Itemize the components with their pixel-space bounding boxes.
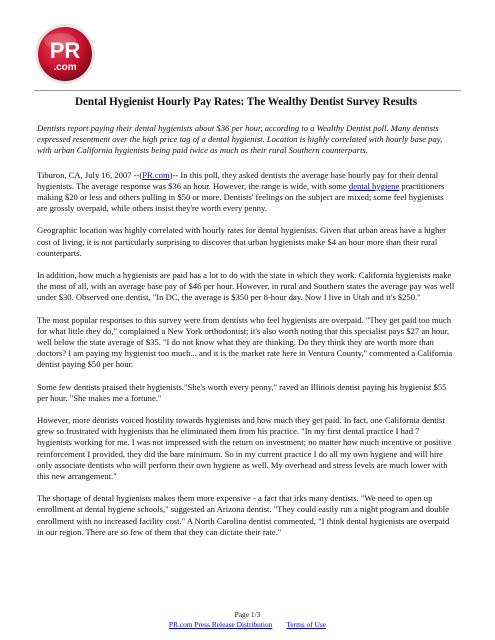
article xyxy=(37,95,455,538)
body-paragraph: Geographic location was highly correlated with hourly rates for dental hygienists. Given that urban areas have a higher cost of living, it is not particularly surprising to discover that urban hygienists make $4 an hour more than their rural counterparts. xyxy=(37,225,447,258)
body-paragraph: The most popular responses to this survey were from dentists who feel hygienists are overpaid. "They get paid too much for what little they do," complained a New York orthodontist; it's also worth noting that this specialist pays $27 an hour, well below the state average of $35. "I do not know what they are thinking. Do they think they are worth more than doctors? I am paying my hygienist too much... and it is the market rate here in Ventura County," commented a California dentist paying $50 per hour. xyxy=(37,314,453,370)
terms-of-use-link[interactable]: Terms of Use xyxy=(286,619,327,629)
body-paragraph: The shortage of dental hygienists makes them more expensive - a fact that irks many dentists. "We need to open up enrollment at dental hygiene schools," suggested an Arizona dentist. "They could easily run a night program and double enrollment with no increased facility cost." A North Carolina dentist commented, "I think dental hygienists are overpaid in our region. There are so few of them that they can dictate their rate." xyxy=(37,493,450,537)
article-summary: Dentists report paying their dental hygienists about $36 per hour, according to a Wealthy Dentist poll. Many dentists expressed resentment over the high price tag of a dental hygienist. Location is highly correlated with hourly base pay, with urban California hygienists being paid twice as much as their rural Southern counterparts. xyxy=(37,123,443,156)
pr-com-link[interactable]: PR.com xyxy=(142,169,170,180)
page-footer xyxy=(0,610,495,629)
header-divider xyxy=(34,90,461,91)
body-paragraph: However, more dentists voiced hostility towards hygienists and how much they get paid. In fact, one California dentist grew so frustrated with hygienists that he eliminated them from his practice. "In my first dental practice I had 7 hygienists working for me. I was not impressed with the return on investment; no matter how much incentive or positive reinforcement I provided, they did the bare minimum. So in my current practice I do all my own hygiene and will hire only associate dentists who will perform their own hygiene as well. My overhead and stress levels are much lower with this new arrangement." xyxy=(37,415,452,482)
dateline-rest: practitioners making $20 or less and others pulling in $50 or more. Dentists' feelings on the subject are mixed; some feel hygienists are grossly overpaid, while others insist they're worth every penny. xyxy=(37,180,445,214)
logo-text-com: .com xyxy=(53,62,77,73)
dateline-paragraph xyxy=(37,170,455,215)
footer-links xyxy=(0,620,495,630)
pr-com-logo[interactable] xyxy=(34,23,96,85)
press-release-distribution-link[interactable]: PR.com Press Release Distribution xyxy=(168,619,273,629)
body-paragraph: Some few dentists praised their hygienists."She's worth every penny," raved an Illinois dentist paying his hygienist $55 per hour. "She makes me a fortune." xyxy=(37,381,447,403)
logo-text-pr: PR xyxy=(49,38,81,63)
dental-hygiene-link[interactable]: dental hygiene xyxy=(348,180,400,191)
dateline-prefix: Tiburon, CA, July 16, 2007 --( xyxy=(37,169,143,180)
body-paragraph: In addition, how much a hygienists are paid has a lot to do with the state in which they work. California hygienists make the most of all, with an average base pay of $46 per hour. However, in rural and Southern states the average pay was well under $30. Observed one dentist, "In DC, the average is $350 per 8-hour day. Now I live in Utah and it's $250." xyxy=(37,270,455,303)
pr-com-logo-graphic xyxy=(34,23,96,85)
dateline-suffix: )-- In this poll, they asked dentists the average base hourly pay for their dental hygienists. The average response was $36 an hour. However, the range is wide, with some xyxy=(37,169,439,191)
article-title: Dental Hygienist Hourly Pay Rates: The Wealthy Dentist Survey Results xyxy=(74,96,417,108)
page-number: Page 1/3 xyxy=(234,610,261,619)
